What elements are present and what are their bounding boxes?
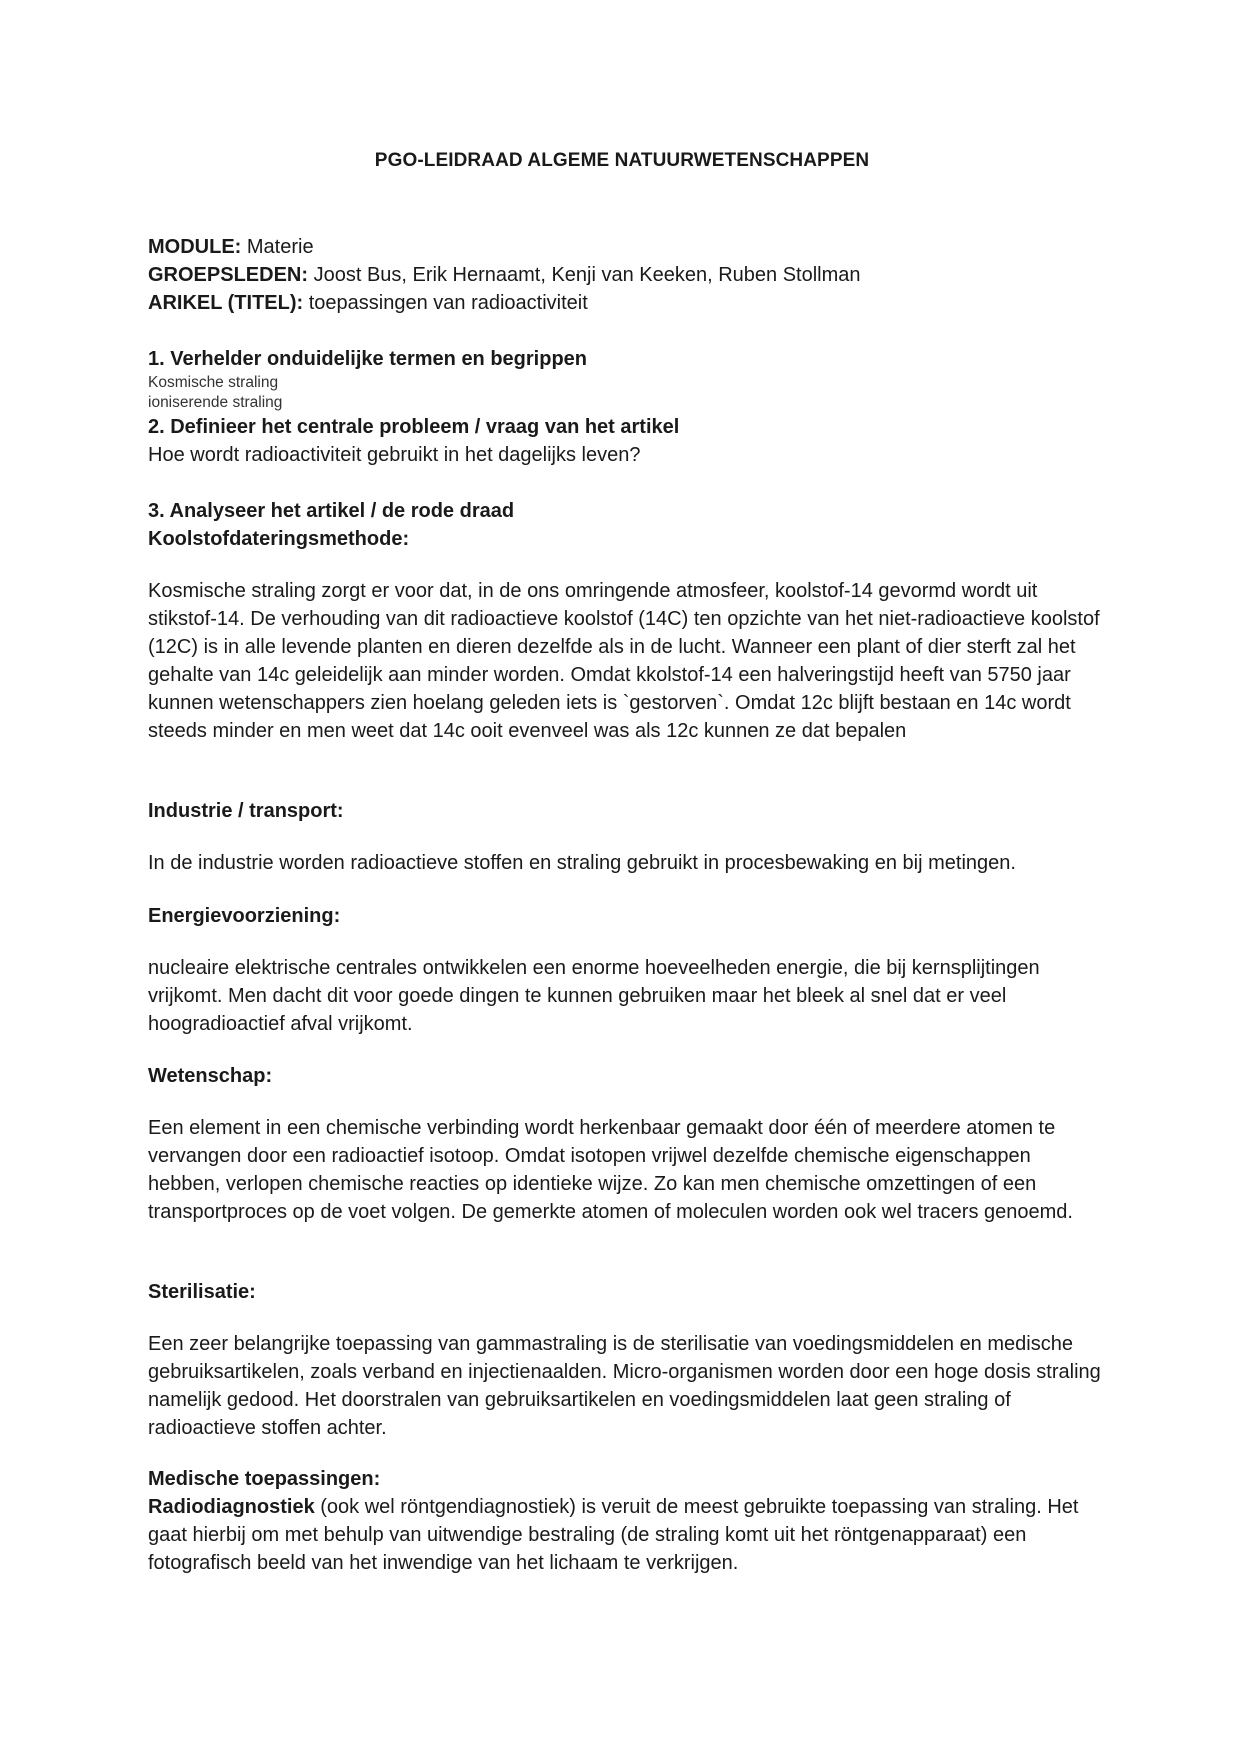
sterilisatie-block <box>148 1278 1108 1442</box>
meta-article <box>148 289 861 317</box>
medisch-rest: (ook wel röntgendiagnostiek) is veruit de meest gebruikte toepassing van straling. Het gaat hierbij om met behulp van uitwendige bestraling (de straling komt uit het röntgenapparaat) een fotografisch beeld van het inwendige van het lichaam te verkrijgen. <box>148 1496 1079 1574</box>
meta-article-label: ARIKEL (TITEL): <box>148 292 304 314</box>
meta-group-value: Joost Bus, Erik Hernaamt, Kenji van Keeken, Ruben Stollman <box>308 264 861 286</box>
medisch-text <box>148 1493 1108 1577</box>
section-3-heading: 3. Analyseer het artikel / de rode draad <box>148 500 515 522</box>
energie-block <box>148 902 1108 1038</box>
term-item: ioniserende straling <box>148 394 283 411</box>
sterilisatie-heading: Sterilisatie: <box>148 1281 256 1303</box>
term-item: Kosmische straling <box>148 374 279 391</box>
industrie-heading: Industrie / transport: <box>148 800 344 822</box>
meta-module-label: MODULE: <box>148 236 242 258</box>
energie-heading: Energievoorziening: <box>148 905 341 927</box>
medisch-bold: Radiodiagnostiek <box>148 1496 315 1518</box>
meta-group-label: GROEPSLEDEN: <box>148 264 309 286</box>
koolstof-text: Kosmische straling zorgt er voor dat, in de ons omringende atmosfeer, koolstof-14 gevormd wordt uit stikstof-14. De verhouding van dit radioactieve koolstof (14C) ten opzichte van het niet-radioactieve koolstof (12C) is in alle levende planten en dieren dezelfde als in de lucht. Wanneer een plant of dier sterft zal het gehalte van 14c geleidelijk aan minder worden. Omdat kkolstof-14 een halveringstijd heeft van 5750 jaar kunnen wetenschappers zien hoelang geleden iets is `gestorven`. Omdat 12c blijft bestaan en 14c wordt steeds minder en men weet dat 14c ooit evenveel was als 12c kunnen ze dat bepalen <box>148 580 1100 742</box>
meta-group <box>148 261 861 289</box>
medisch-block <box>148 1465 1108 1577</box>
koolstof-heading: Koolstofdateringsmethode: <box>148 528 410 550</box>
industrie-text: In de industrie worden radioactieve stoffen en straling gebruikt in procesbewaking en bij metingen. <box>148 852 1016 874</box>
document-meta <box>148 233 861 317</box>
wetenschap-text: Een element in een chemische verbinding wordt herkenbaar gemaakt door één of meerdere atomen te vervangen door een radioactief isotoop. Omdat isotopen vrijwel dezelfde chemische eigenschappen hebben, verlopen chemische reacties op identieke wijze. Zo kan men chemische omzettingen of een transportproces op de voet volgen. De gemerkte atomen of moleculen worden ook wel tracers genoemd. <box>148 1117 1073 1223</box>
meta-article-value: toepassingen van radioactiviteit <box>303 292 588 314</box>
wetenschap-block <box>148 1062 1108 1226</box>
medisch-heading: Medische toepassingen: <box>148 1468 381 1490</box>
section-3 <box>148 497 1108 553</box>
section-1 <box>148 345 1108 413</box>
section-2 <box>148 413 1108 469</box>
meta-module <box>148 233 861 261</box>
section-1-heading: 1. Verhelder onduidelijke termen en begrippen <box>148 348 588 370</box>
industrie-block <box>148 797 1108 877</box>
document-title: PGO-LEIDRAAD ALGEME NATUURWETENSCHAPPEN <box>374 150 870 171</box>
section-2-heading: 2. Definieer het centrale probleem / vraag van het artikel <box>148 416 680 438</box>
energie-text: nucleaire elektrische centrales ontwikkelen een enorme hoeveelheden energie, die bij kernsplijtingen vrijkomt. Men dacht dit voor goede dingen te kunnen gebruiken maar het bleek al snel dat er veel hoogradioactief afval vrijkomt. <box>148 957 1040 1035</box>
sterilisatie-text: Een zeer belangrijke toepassing van gammastraling is de sterilisatie van voedingsmiddelen en medische gebruiksartikelen, zoals verband en injectienaalden. Micro-organismen worden door een hoge dosis straling namelijk gedood. Het doorstralen van gebruiksartikelen en voedingsmiddelen laat geen straling of radioactieve stoffen achter. <box>148 1333 1101 1439</box>
koolstof-block <box>148 577 1108 745</box>
wetenschap-heading: Wetenschap: <box>148 1065 273 1087</box>
section-2-text: Hoe wordt radioactiviteit gebruikt in het dagelijks leven? <box>148 444 641 466</box>
meta-module-value: Materie <box>241 236 314 258</box>
